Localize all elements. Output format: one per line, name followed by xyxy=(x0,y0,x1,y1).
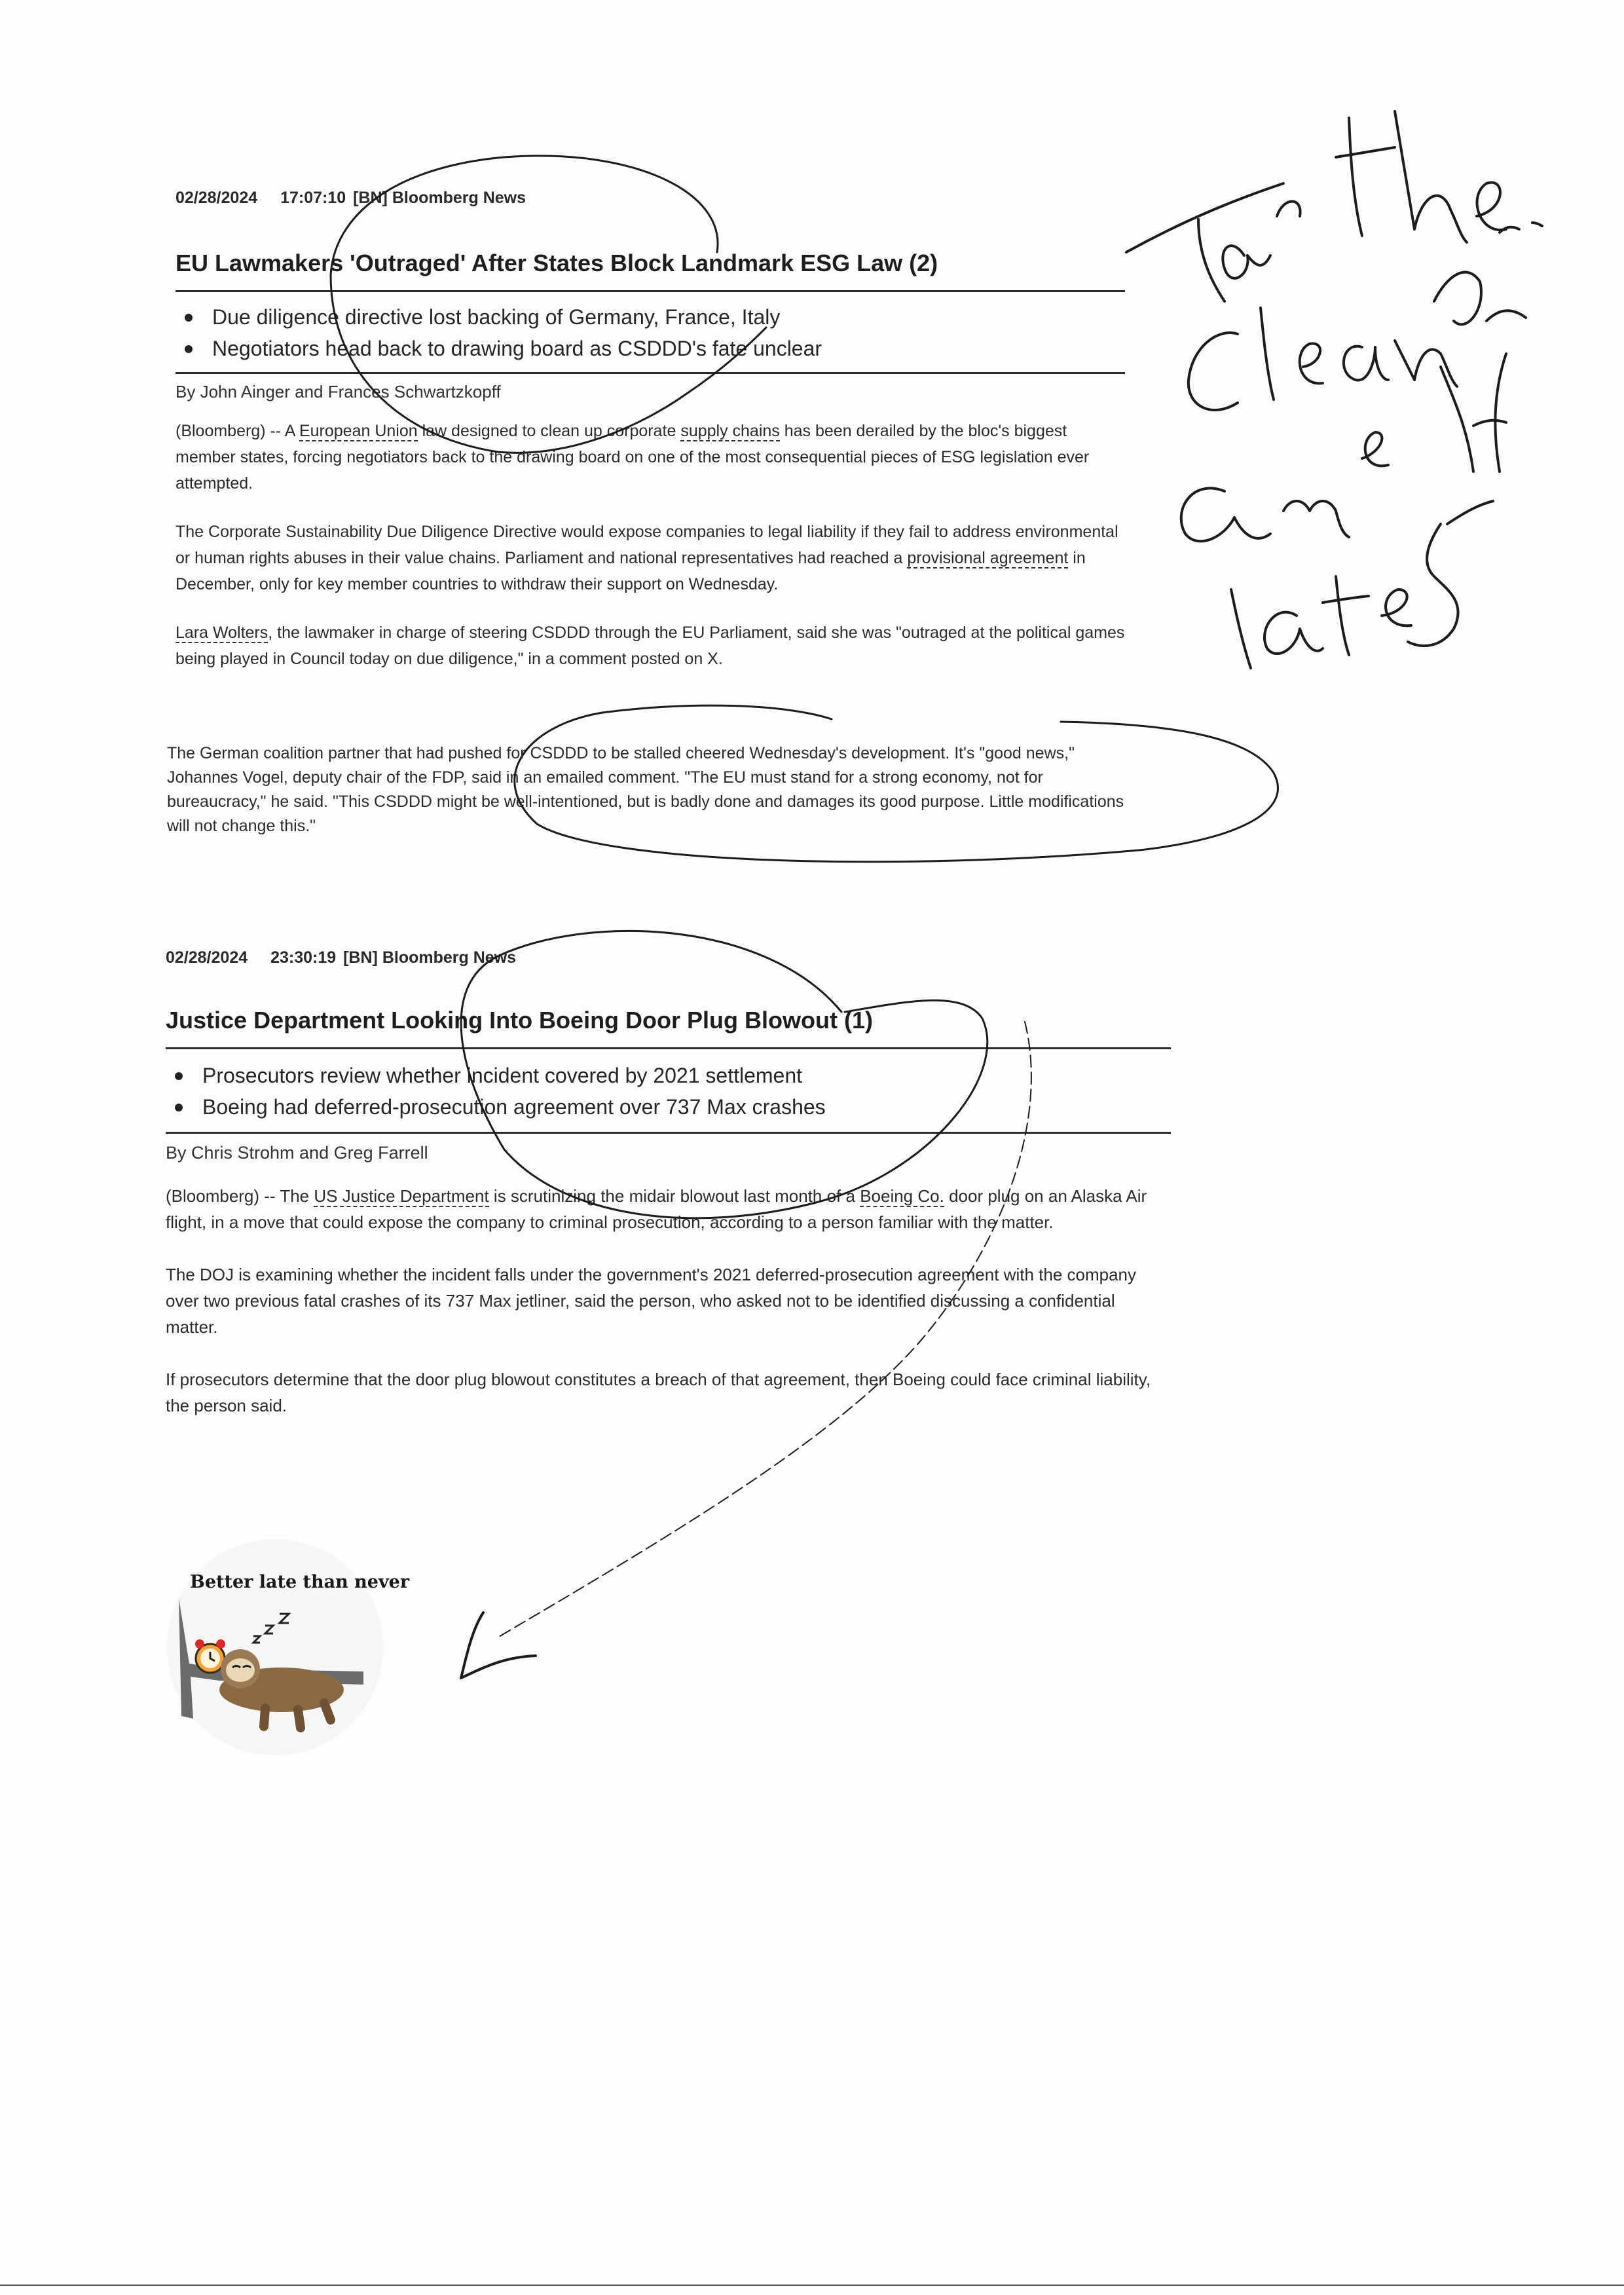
article-1-bullet: Negotiators head back to drawing board as CSDDD's fate unclear xyxy=(175,333,1125,364)
article-1-source: [BN] Bloomberg News xyxy=(353,189,526,207)
article-1-date: 02/28/2024 xyxy=(175,189,258,207)
article-2-source: [BN] Bloomberg News xyxy=(343,948,517,967)
article-2-byline: By Chris Strohm and Greg Farrell xyxy=(166,1143,428,1163)
article-2-time: 23:30:19 xyxy=(270,948,337,967)
article-2-p1-text: (Bloomberg) -- The xyxy=(166,1186,314,1206)
article-1-p3-text: , the lawmaker in charge of steering CSDDD through the EU Parliament, said she was "outraged at the political games being played in Council today on due diligence," in a comment posted on X. xyxy=(175,624,1125,668)
ink-handwritten-note xyxy=(1126,111,1542,668)
page-bottom-edge xyxy=(0,2285,1624,2286)
us-justice-department-link[interactable]: US Justice Department xyxy=(314,1186,489,1206)
ink-circle-outraged xyxy=(331,156,766,453)
article-2-p1-text: is scrutinizing the midair blowout last month of a xyxy=(489,1186,860,1206)
ink-circle-coalition xyxy=(515,705,1278,862)
ink-arrow-line xyxy=(498,1022,1031,1637)
article-2-p1-text: door plug on an Alaska Air flight, in a move that could expose the company to criminal prosecution, according to a person familiar with the matter. xyxy=(166,1186,1147,1232)
boeing-co-link[interactable]: Boeing Co. xyxy=(860,1186,944,1206)
article-1-p2-text: in December, only for key member countries to withdraw their support on Wednesday. xyxy=(175,549,1086,593)
sticker-caption: Better late than never xyxy=(190,1572,410,1592)
ink-circle-justice xyxy=(461,931,987,1218)
article-1-byline: By John Ainger and Frances Schwartzkopff xyxy=(175,382,501,401)
article-2-date: 02/28/2024 xyxy=(166,948,248,967)
article-1-p1-text: (Bloomberg) -- A xyxy=(175,422,299,440)
provisional-agreement-link[interactable]: provisional agreement xyxy=(907,549,1069,567)
article-2-paragraph-3: If prosecutors determine that the door plug blowout constitutes a breach of that agreement, then Boeing could face criminal liability, the person said. xyxy=(166,1370,1151,1415)
article-1-headline: EU Lawmakers 'Outraged' After States Block Landmark ESG Law (2) xyxy=(175,250,938,276)
article-1-time: 17:07:10 xyxy=(280,189,346,207)
article-1-p1-text: law designed to clean up corporate xyxy=(417,422,681,440)
article-1-p2-text: The Corporate Sustainability Due Diligence Directive would expose companies to legal liability if they fail to address environmental or human rights abuses in their value chains. Parliament and national representatives had reached a xyxy=(175,523,1118,567)
article-1-p1-text: has been derailed by the bloc's biggest member states, forcing negotiators back to the drawing board on one of the most consequential pieces of ESG legislation ever attempted. xyxy=(175,422,1090,493)
article-1-bullet: Due diligence directive lost backing of Germany, France, Italy xyxy=(175,301,1125,333)
article-1-paragraph-4: The German coalition partner that had pushed for CSDDD to be stalled cheered Wednesday's development. It's "good news," Johannes Vogel, deputy chair of the FDP, said in an emailed comment. "The EU must stand for a strong economy, not for bureaucracy," he said. "This CSDDD might be well-intentioned, but is badly done and damages its good purpose. Little modifications will not change this." xyxy=(167,744,1124,835)
lara-wolters-link[interactable]: Lara Wolters xyxy=(175,624,268,642)
article-2-bullet: Prosecutors review whether incident covered by 2021 settlement xyxy=(166,1060,1171,1091)
article-2-paragraph-2: The DOJ is examining whether the incident falls under the government's 2021 deferred-prosecution agreement with the company over two previous fatal crashes of its 737 Max jetliner, said the person, who asked not to be identified discussing a confidential matter. xyxy=(166,1265,1136,1337)
european-union-link[interactable]: European Union xyxy=(299,422,418,440)
article-2-bullet: Boeing had deferred-prosecution agreement over 737 Max crashes xyxy=(166,1091,1171,1123)
supply-chains-link[interactable]: supply chains xyxy=(680,422,780,440)
article-2-headline: Justice Department Looking Into Boeing Door Plug Blowout (1) xyxy=(166,1007,873,1034)
